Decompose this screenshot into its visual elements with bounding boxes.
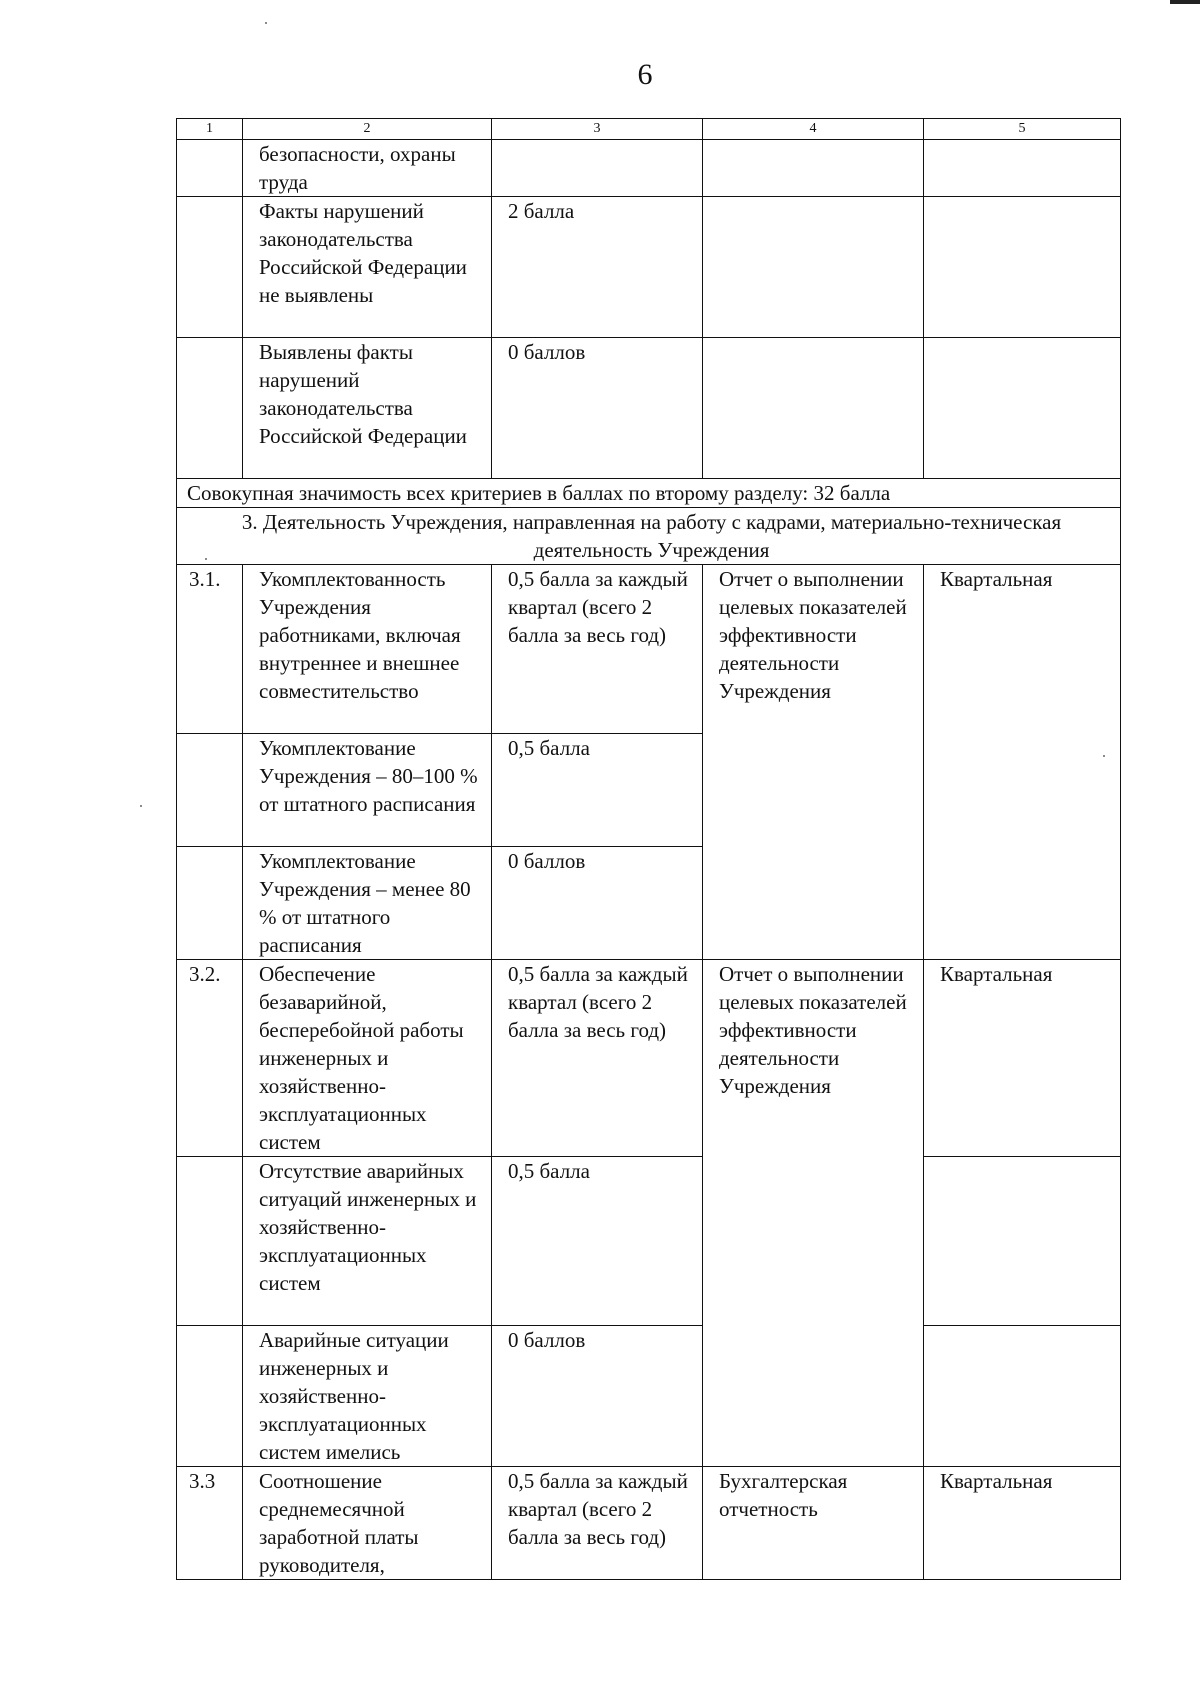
points-cell: 0 баллов: [492, 338, 703, 479]
criterion-cell: безопасности, охраны труда: [243, 140, 492, 197]
points-cell: [492, 140, 703, 197]
row-number-cell: 3.2.: [177, 960, 243, 1157]
scan-speck: [265, 22, 267, 24]
criterion-cell: Аварийные ситуации инженерных и хозяйственно-эксплуатационных систем имелись: [243, 1326, 492, 1467]
points-cell: 0,5 балла за каждый квартал (всего 2 балла за весь год): [492, 565, 703, 734]
period-cell: [924, 197, 1121, 338]
row-number-cell: 3.1.: [177, 565, 243, 734]
row-number-cell: [177, 338, 243, 479]
scan-speck: [1103, 755, 1105, 757]
points-cell: 0,5 балла: [492, 1157, 703, 1326]
row-number-cell: [177, 197, 243, 338]
header-col-4: 4: [703, 119, 924, 140]
source-cell: [703, 338, 924, 479]
header-col-2: 2: [243, 119, 492, 140]
period-cell: [924, 140, 1121, 197]
row-number-cell: [177, 1326, 243, 1467]
criterion-cell: Укомплектование Учреждения – менее 80 % от штатного расписания: [243, 847, 492, 960]
scan-speck: [140, 805, 142, 807]
period-cell: [924, 1326, 1121, 1467]
period-cell: Квартальная: [924, 1467, 1121, 1580]
criterion-cell: Отсутствие аварийных ситуаций инженерных и хозяйственно-эксплуатационных систем: [243, 1157, 492, 1326]
criterion-cell: Выявлены факты нарушений законодательства Российской Федерации: [243, 338, 492, 479]
source-cell: [703, 197, 924, 338]
row-number-cell: [177, 140, 243, 197]
scan-speck: [205, 558, 207, 560]
criterion-cell: Обеспечение безаварийной, бесперебойной работы инженерных и хозяйственно-эксплуатационных систем: [243, 960, 492, 1157]
source-cell: [703, 140, 924, 197]
points-cell: 0 баллов: [492, 847, 703, 960]
points-cell: 0 баллов: [492, 1326, 703, 1467]
source-cell: Отчет о выполнении целевых показателей эффективности деятельности Учреждения: [703, 960, 924, 1467]
criteria-table: [176, 118, 1121, 1580]
header-col-5: 5: [924, 119, 1121, 140]
table-row: [177, 960, 1121, 1157]
period-cell: Квартальная: [924, 960, 1121, 1157]
header-col-1: 1: [177, 119, 243, 140]
row-number-cell: [177, 847, 243, 960]
header-col-3: 3: [492, 119, 703, 140]
table-row: [177, 1157, 1121, 1326]
points-cell: 0,5 балла за каждый квартал (всего 2 балла за весь год): [492, 1467, 703, 1580]
table-row: [177, 197, 1121, 338]
source-cell: Отчет о выполнении целевых показателей эффективности деятельности Учреждения: [703, 565, 924, 960]
section-2-summary-row: [177, 479, 1121, 508]
source-cell: Бухгалтерская отчетность: [703, 1467, 924, 1580]
row-number-cell: 3.3: [177, 1467, 243, 1580]
points-cell: 0,5 балла за каждый квартал (всего 2 балла за весь год): [492, 960, 703, 1157]
period-cell: Квартальная: [924, 565, 1121, 960]
table-row: [177, 1326, 1121, 1467]
table-row: [177, 1467, 1121, 1580]
criterion-cell: Укомплектованность Учреждения работниками, включая внутреннее и внешнее совместительство: [243, 565, 492, 734]
section-2-summary: Совокупная значимость всех критериев в баллах по второму разделу: 32 балла: [177, 479, 1121, 508]
points-cell: 0,5 балла: [492, 734, 703, 847]
table-header-row: [177, 119, 1121, 140]
criterion-cell: Укомплектование Учреждения – 80–100 % от штатного расписания: [243, 734, 492, 847]
page-number: 6: [637, 58, 653, 91]
period-cell: [924, 338, 1121, 479]
section-3-title-row: [177, 508, 1121, 565]
criterion-cell: Факты нарушений законодательства Российской Федерации не выявлены: [243, 197, 492, 338]
section-3-title: 3. Деятельность Учреждения, направленная на работу с кадрами, материально-техническая деятельность Учреждения: [177, 508, 1121, 565]
scan-edge-mark: [1170, 0, 1200, 4]
row-number-cell: [177, 1157, 243, 1326]
table-row: [177, 140, 1121, 197]
table-row: [177, 338, 1121, 479]
points-cell: 2 балла: [492, 197, 703, 338]
table-row: [177, 565, 1121, 734]
period-cell: [924, 1157, 1121, 1326]
row-number-cell: [177, 734, 243, 847]
criterion-cell: Соотношение среднемесячной заработной платы руководителя,: [243, 1467, 492, 1580]
